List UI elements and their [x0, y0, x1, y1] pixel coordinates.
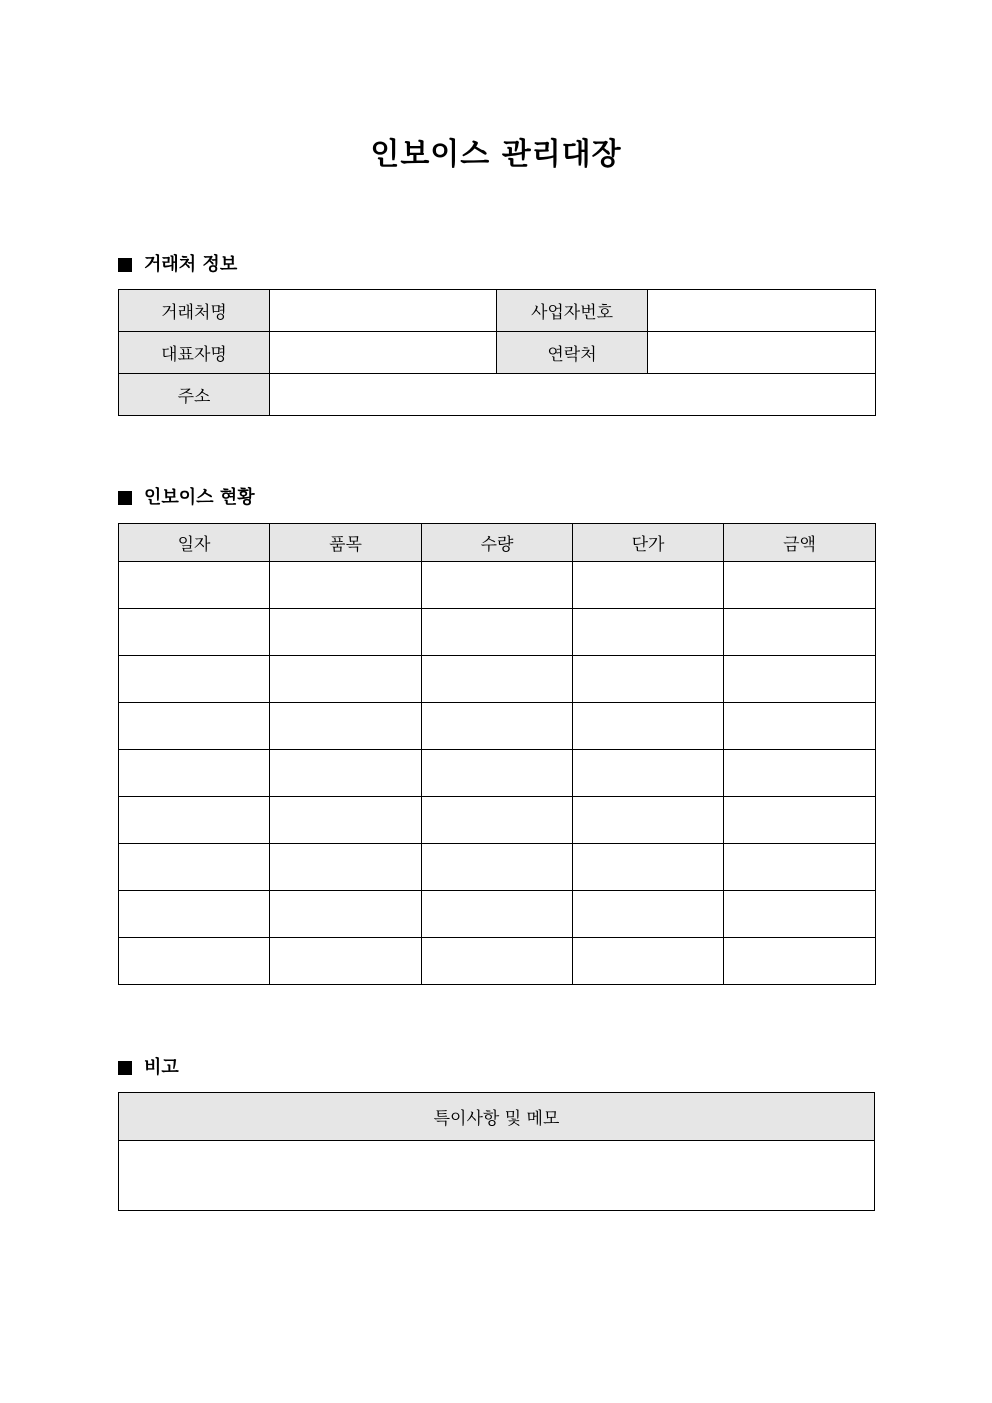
table-row: [119, 938, 876, 985]
amount-cell[interactable]: [724, 891, 876, 938]
table-row: [119, 891, 876, 938]
quantity-cell[interactable]: [422, 938, 573, 985]
amount-cell[interactable]: [724, 703, 876, 750]
unit-price-cell[interactable]: [573, 797, 724, 844]
unit-price-cell[interactable]: [573, 750, 724, 797]
item-cell[interactable]: [270, 609, 422, 656]
remarks-body-row: [119, 1141, 875, 1211]
square-bullet-icon: [118, 258, 132, 272]
client-name-field[interactable]: [270, 290, 497, 332]
client-section-heading: [118, 252, 237, 278]
item-cell[interactable]: [270, 750, 422, 797]
column-header-date: 일자: [119, 524, 270, 562]
remarks-header-row: [119, 1093, 875, 1141]
representative-field[interactable]: [270, 332, 497, 374]
table-row: [119, 656, 876, 703]
contact-field[interactable]: [648, 332, 876, 374]
item-cell[interactable]: [270, 938, 422, 985]
column-header-unit-price: 단가: [573, 524, 724, 562]
table-row: [119, 703, 876, 750]
square-bullet-icon: [118, 1061, 132, 1075]
date-cell[interactable]: [119, 750, 270, 797]
date-cell[interactable]: [119, 609, 270, 656]
quantity-cell[interactable]: [422, 891, 573, 938]
date-cell[interactable]: [119, 562, 270, 609]
unit-price-cell[interactable]: [573, 562, 724, 609]
remarks-section-heading: [118, 1055, 179, 1081]
table-row: [119, 562, 876, 609]
unit-price-cell[interactable]: [573, 938, 724, 985]
unit-price-cell[interactable]: [573, 844, 724, 891]
business-number-label: 사업자번호: [497, 290, 648, 332]
column-header-item: 품목: [270, 524, 422, 562]
client-section-heading-text: 거래처 정보: [144, 254, 238, 275]
quantity-cell[interactable]: [422, 609, 573, 656]
column-header-quantity: 수량: [422, 524, 573, 562]
date-cell[interactable]: [119, 938, 270, 985]
representative-label: 대표자명: [119, 332, 270, 374]
date-cell[interactable]: [119, 844, 270, 891]
quantity-cell[interactable]: [422, 562, 573, 609]
unit-price-cell[interactable]: [573, 656, 724, 703]
column-header-amount: 금액: [724, 524, 876, 562]
table-row: [119, 609, 876, 656]
quantity-cell[interactable]: [422, 750, 573, 797]
invoice-header-row: [119, 524, 876, 562]
table-row: [119, 844, 876, 891]
remarks-table-header: 특이사항 및 메모: [119, 1093, 875, 1141]
invoice-table: [118, 523, 876, 985]
amount-cell[interactable]: [724, 609, 876, 656]
invoice-section-heading-text: 인보이스 현황: [144, 487, 255, 508]
date-cell[interactable]: [119, 656, 270, 703]
amount-cell[interactable]: [724, 750, 876, 797]
amount-cell[interactable]: [724, 844, 876, 891]
page-title: 인보이스 관리대장: [370, 137, 622, 172]
table-row: [119, 750, 876, 797]
client-info-table: [118, 289, 876, 416]
quantity-cell[interactable]: [422, 797, 573, 844]
contact-label: 연락처: [497, 332, 648, 374]
item-cell[interactable]: [270, 562, 422, 609]
table-row: [119, 797, 876, 844]
business-number-field[interactable]: [648, 290, 876, 332]
remarks-table: [118, 1092, 875, 1211]
item-cell[interactable]: [270, 844, 422, 891]
square-bullet-icon: [118, 491, 132, 505]
item-cell[interactable]: [270, 891, 422, 938]
date-cell[interactable]: [119, 891, 270, 938]
quantity-cell[interactable]: [422, 656, 573, 703]
unit-price-cell[interactable]: [573, 891, 724, 938]
client-name-label: 거래처명: [119, 290, 270, 332]
client-row-1: [119, 290, 876, 332]
quantity-cell[interactable]: [422, 844, 573, 891]
address-field[interactable]: [270, 374, 876, 416]
item-cell[interactable]: [270, 797, 422, 844]
invoice-section-heading: [118, 485, 255, 511]
date-cell[interactable]: [119, 703, 270, 750]
unit-price-cell[interactable]: [573, 703, 724, 750]
quantity-cell[interactable]: [422, 703, 573, 750]
remarks-section-heading-text: 비고: [144, 1057, 179, 1078]
amount-cell[interactable]: [724, 938, 876, 985]
amount-cell[interactable]: [724, 562, 876, 609]
amount-cell[interactable]: [724, 656, 876, 703]
unit-price-cell[interactable]: [573, 609, 724, 656]
client-row-2: [119, 332, 876, 374]
address-label: 주소: [119, 374, 270, 416]
amount-cell[interactable]: [724, 797, 876, 844]
item-cell[interactable]: [270, 703, 422, 750]
item-cell[interactable]: [270, 656, 422, 703]
client-row-3: [119, 374, 876, 416]
date-cell[interactable]: [119, 797, 270, 844]
remarks-memo-field[interactable]: [119, 1141, 875, 1211]
